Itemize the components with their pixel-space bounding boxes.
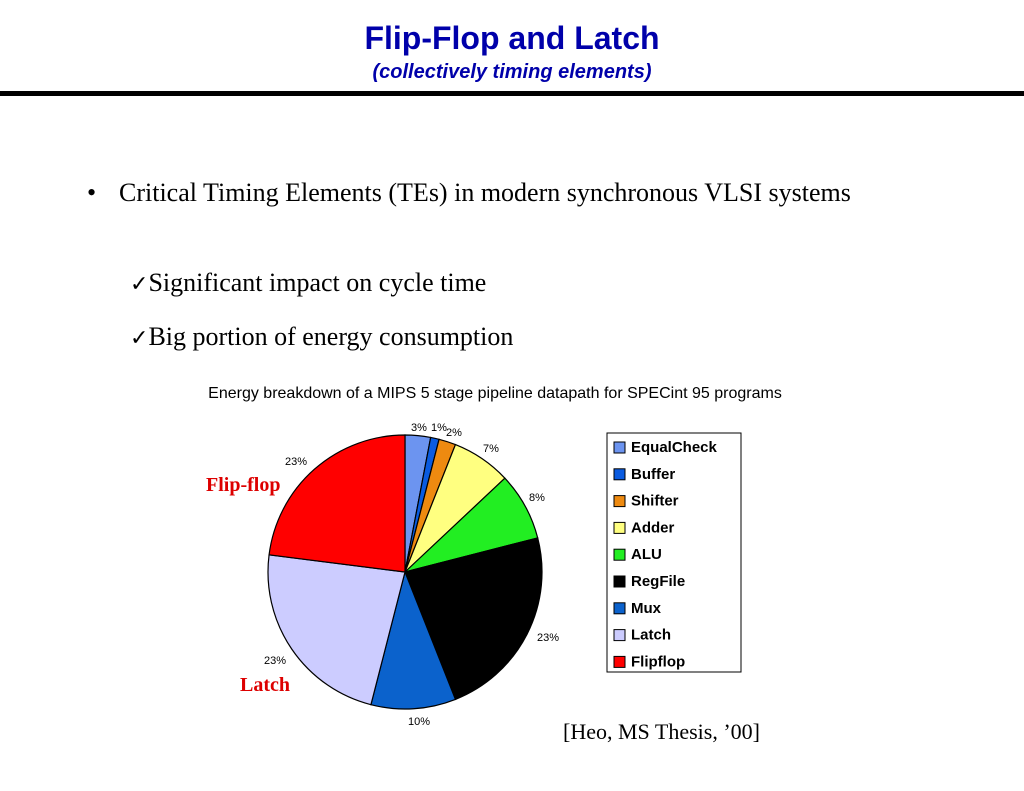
slice-label-flipflop: 23%: [284, 456, 308, 468]
check-text: Significant impact on cycle time: [148, 268, 487, 297]
slice-label-equalcheck: 3%: [411, 422, 427, 434]
legend-swatch-alu: [614, 549, 625, 560]
legend-label-latch: Latch: [631, 626, 672, 644]
checkmark-icon: ✓: [130, 326, 149, 351]
legend-swatch-shifter: [614, 496, 625, 507]
chart-title: Energy breakdown of a MIPS 5 stage pipeline datapath for SPECint 95 programs: [208, 385, 782, 402]
legend-swatch-regfile: [614, 576, 625, 587]
legend-label-shifter: Shifter: [631, 492, 679, 510]
legend-label-equalcheck: EqualCheck: [631, 439, 717, 456]
legend-swatch-mux: [614, 603, 625, 614]
legend-label-alu: ALU: [631, 546, 662, 564]
legend-label-regfile: RegFile: [631, 573, 686, 590]
callout-latch: Latch: [240, 674, 290, 696]
slice-label-shifter: 2%: [446, 427, 462, 439]
page-subtitle: (collectively timing elements): [372, 61, 652, 83]
slice-label-mux: 10%: [407, 716, 431, 728]
legend-label-buffer: Buffer: [631, 465, 676, 483]
legend-label-mux: Mux: [631, 599, 661, 617]
bullet-dot: •: [87, 178, 97, 207]
legend-swatch-adder: [614, 522, 625, 533]
slice-label-adder: 7%: [483, 443, 499, 455]
bullet-text: Critical Timing Elements (TEs) in modern synchronous VLSI systems: [119, 178, 851, 207]
legend-label-flipflop: Flipflop: [631, 653, 686, 671]
slice-label-regfile: 23%: [536, 632, 560, 644]
slice-label-alu: 8%: [529, 492, 545, 504]
legend-swatch-flipflop: [614, 656, 625, 667]
callout-flip-flop: Flip-flop: [206, 474, 281, 496]
checkmark-icon: ✓: [130, 272, 149, 297]
legend-label-adder: Adder: [631, 519, 675, 537]
legend-swatch-latch: [614, 630, 625, 641]
legend-swatch-buffer: [614, 469, 625, 480]
slice-label-latch: 23%: [263, 655, 287, 667]
slice-label-buffer: 1%: [431, 422, 447, 434]
legend-swatch-equalcheck: [614, 442, 625, 453]
citation: [Heo, MS Thesis, ’00]: [563, 719, 760, 744]
check-text: Big portion of energy consumption: [148, 322, 514, 351]
page-title: Flip-Flop and Latch: [364, 20, 660, 56]
